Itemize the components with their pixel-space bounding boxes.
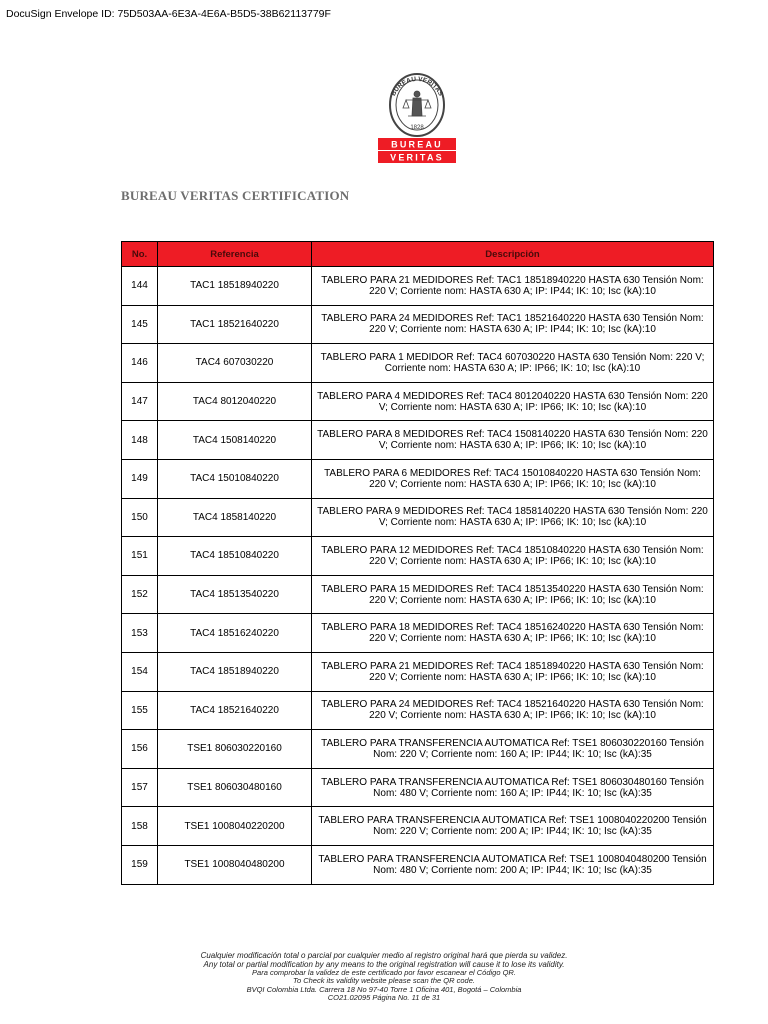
table-row — [122, 807, 714, 846]
footer-address: BVQI Colombia Ltda. Carrera 18 No 97-40 Torre 1 Oficina 401, Bogotá – Colombia — [246, 984, 522, 994]
row-number: 158 — [122, 807, 158, 846]
row-referencia: TAC4 18510840220 — [158, 537, 312, 576]
footer-validity-es: Cualquier modificación total o parcial por cualquier medio al registro original hará que pierda su validez. — [200, 951, 568, 960]
row-descripcion: TABLERO PARA TRANSFERENCIA AUTOMATICA Ref: TSE1 806030220160 Tensión Nom: 220 V; Corriente nom: 160 A; IP: IP44; IK: 10; Isc (kA):35 — [312, 730, 714, 769]
row-referencia: TSE1 806030480160 — [158, 768, 312, 807]
row-referencia: TSE1 1008040220200 — [158, 807, 312, 846]
table-row — [122, 652, 714, 691]
row-descripcion: TABLERO PARA 1 MEDIDOR Ref: TAC4 607030220 HASTA 630 Tensión Nom: 220 V; Corriente nom: HASTA 630 A; IP: IP66; IK: 10; Isc (kA):10 — [312, 344, 714, 383]
row-descripcion: TABLERO PARA 6 MEDIDORES Ref: TAC4 15010840220 HASTA 630 Tensión Nom: 220 V; Corriente nom: HASTA 630 A; IP: IP66; IK: 10; Isc (kA):10 — [312, 459, 714, 498]
row-number: 156 — [122, 730, 158, 769]
row-descripcion: TABLERO PARA TRANSFERENCIA AUTOMATICA Ref: TSE1 1008040220200 Tensión Nom: 220 V; Corriente nom: 200 A; IP: IP44; IK: 10; Isc (kA):35 — [312, 807, 714, 846]
table-row — [122, 537, 714, 576]
row-referencia: TAC4 1508140220 — [158, 421, 312, 460]
table-row — [122, 382, 714, 421]
footer-page-number: CO21.02095 Página No. 11 de 31 — [327, 993, 441, 1003]
row-number: 148 — [122, 421, 158, 460]
row-number: 154 — [122, 652, 158, 691]
row-number: 147 — [122, 382, 158, 421]
table-row — [122, 614, 714, 653]
footer-qr-es: Para comprobar la validez de este certificado por favor escanear el Código QR. — [252, 968, 516, 977]
row-number: 155 — [122, 691, 158, 730]
row-descripcion: TABLERO PARA 21 MEDIDORES Ref: TAC4 18518940220 HASTA 630 Tensión Nom: 220 V; Corriente nom: HASTA 630 A; IP: IP66; IK: 10; Isc (kA):10 — [312, 652, 714, 691]
row-number: 146 — [122, 344, 158, 383]
logo-word-bureau: BUREAU — [391, 139, 443, 150]
row-number: 144 — [122, 267, 158, 306]
row-referencia: TAC1 18521640220 — [158, 305, 312, 344]
table-row — [122, 845, 714, 884]
row-number: 149 — [122, 459, 158, 498]
row-number: 153 — [122, 614, 158, 653]
header-descripcion: Descripción — [312, 242, 714, 267]
table-row — [122, 575, 714, 614]
certification-title: BUREAU VERITAS CERTIFICATION — [121, 188, 350, 203]
row-descripcion: TABLERO PARA 24 MEDIDORES Ref: TAC4 18521640220 HASTA 630 Tensión Nom: 220 V; Corriente nom: HASTA 630 A; IP: IP66; IK: 10; Isc (kA):10 — [312, 691, 714, 730]
table-row — [122, 691, 714, 730]
row-descripcion: TABLERO PARA 21 MEDIDORES Ref: TAC1 18518940220 HASTA 630 Tensión Nom: 220 V; Corriente nom: HASTA 630 A; IP: IP44; IK: 10; Isc (kA):10 — [312, 267, 714, 306]
row-referencia: TAC4 607030220 — [158, 344, 312, 383]
row-descripcion: TABLERO PARA 12 MEDIDORES Ref: TAC4 18510840220 HASTA 630 Tensión Nom: 220 V; Corriente nom: HASTA 630 A; IP: IP66; IK: 10; Isc (kA):10 — [312, 537, 714, 576]
row-referencia: TAC1 18518940220 — [158, 267, 312, 306]
row-referencia: TAC4 18521640220 — [158, 691, 312, 730]
row-referencia: TAC4 18518940220 — [158, 652, 312, 691]
footer-validity-en: Any total or partial modification by any means to the original registration will cause it to lose its validity. — [203, 960, 565, 969]
header-referencia: Referencia — [158, 242, 312, 267]
footer-qr-en: To Check its validity website please scan the QR code. — [293, 976, 475, 986]
row-number: 145 — [122, 305, 158, 344]
table-row — [122, 730, 714, 769]
row-number: 151 — [122, 537, 158, 576]
envelope-id: DocuSign Envelope ID: 75D503AA-6E3A-4E6A-B5D5-38B62113779F — [6, 8, 331, 20]
row-referencia: TAC4 8012040220 — [158, 382, 312, 421]
row-descripcion: TABLERO PARA TRANSFERENCIA AUTOMATICA Ref: TSE1 806030480160 Tensión Nom: 480 V; Corriente nom: 160 A; IP: IP44; IK: 10; Isc (kA):35 — [312, 768, 714, 807]
logo-year: 1828 — [410, 125, 424, 131]
row-descripcion: TABLERO PARA 9 MEDIDORES Ref: TAC4 1858140220 HASTA 630 Tensión Nom: 220 V; Corriente nom: HASTA 630 A; IP: IP66; IK: 10; Isc (kA):10 — [312, 498, 714, 537]
table-row — [122, 768, 714, 807]
row-descripcion: TABLERO PARA 8 MEDIDORES Ref: TAC4 1508140220 HASTA 630 Tensión Nom: 220 V; Corriente nom: HASTA 630 A; IP: IP66; IK: 10; Isc (kA):10 — [312, 421, 714, 460]
logo-ring-text: BUREAU VERITAS — [389, 75, 445, 98]
bureau-veritas-logo — [378, 72, 456, 164]
table-header-row — [122, 242, 714, 267]
row-referencia: TAC4 18516240220 — [158, 614, 312, 653]
table-row — [122, 344, 714, 383]
table-row — [122, 459, 714, 498]
row-descripcion: TABLERO PARA 18 MEDIDORES Ref: TAC4 18516240220 HASTA 630 Tensión Nom: 220 V; Corriente nom: HASTA 630 A; IP: IP66; IK: 10; Isc (kA):10 — [312, 614, 714, 653]
row-number: 157 — [122, 768, 158, 807]
row-descripcion: TABLERO PARA 24 MEDIDORES Ref: TAC1 18521640220 HASTA 630 Tensión Nom: 220 V; Corriente nom: HASTA 630 A; IP: IP44; IK: 10; Isc (kA):10 — [312, 305, 714, 344]
table-row — [122, 305, 714, 344]
records-table — [121, 241, 714, 885]
row-referencia: TAC4 18513540220 — [158, 575, 312, 614]
table-row — [122, 267, 714, 306]
row-referencia: TAC4 1858140220 — [158, 498, 312, 537]
row-descripcion: TABLERO PARA 4 MEDIDORES Ref: TAC4 8012040220 HASTA 630 Tensión Nom: 220 V; Corriente nom: HASTA 630 A; IP: IP66; IK: 10; Isc (kA):10 — [312, 382, 714, 421]
footer — [0, 951, 768, 1003]
row-referencia: TSE1 1008040480200 — [158, 845, 312, 884]
table-row — [122, 498, 714, 537]
row-referencia: TSE1 806030220160 — [158, 730, 312, 769]
row-number: 152 — [122, 575, 158, 614]
table-body — [122, 267, 714, 885]
row-number: 159 — [122, 845, 158, 884]
table-row — [122, 421, 714, 460]
header-no: No. — [122, 242, 158, 267]
row-descripcion: TABLERO PARA 15 MEDIDORES Ref: TAC4 18513540220 HASTA 630 Tensión Nom: 220 V; Corriente nom: HASTA 630 A; IP: IP66; IK: 10; Isc (kA):10 — [312, 575, 714, 614]
row-number: 150 — [122, 498, 158, 537]
row-referencia: TAC4 15010840220 — [158, 459, 312, 498]
row-descripcion: TABLERO PARA TRANSFERENCIA AUTOMATICA Ref: TSE1 1008040480200 Tensión Nom: 480 V; Corriente nom: 200 A; IP: IP44; IK: 10; Isc (kA):35 — [312, 845, 714, 884]
logo-word-veritas: VERITAS — [390, 152, 444, 163]
